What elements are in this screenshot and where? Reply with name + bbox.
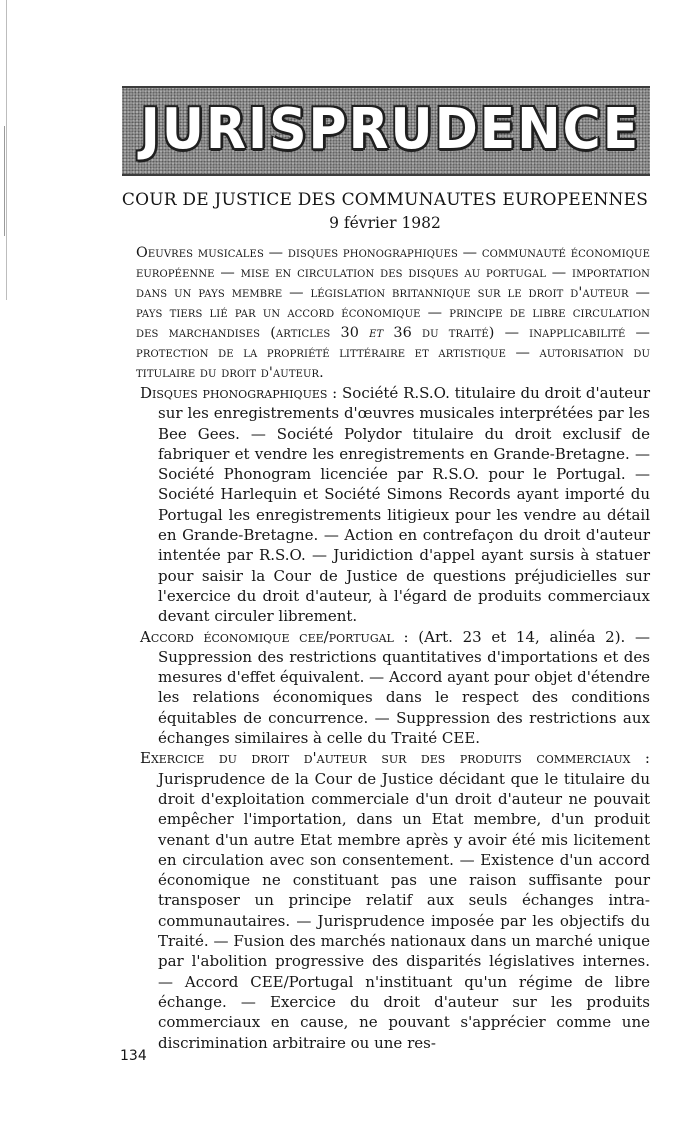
entry-heading: Accord économique cee/portugal: [140, 627, 394, 646]
entry-heading: Disques phonographiques: [140, 384, 328, 402]
judgment-date: 9 février 1982: [329, 214, 441, 232]
entry-heading: Exercice du droit d'auteur sur des produits commerciaux: [140, 749, 631, 768]
summary-text-part1: Oeuvres musicales — disques phonographiques — communauté économique européenne — mise en circulation des disques au portugal — importation dans un pays membre — législation britannique sur le droit d'auteur — pays tiers lié par un accord économique — principe de libre circulation des marchandises (articles 30: [136, 245, 650, 341]
entry-text: : Société R.S.O. titulaire du droit d'auteur sur les enregistrements d'œuvres musicales interprétées par les Bee Gees. — Société Polydor titulaire du droit exclusif de fabriquer et vendre les enregistrements en Grande-Bretagne. — Société Phonogram licenciée par R.S.O. pour le Portugal. — Société Harlequin et Société Simons Records ayant importé du Portugal les enregistrements litigieux pour les vendre au détail en Grande-Bretagne. — Action en contrefaçon du droit d'auteur intentée par R.S.O. — Juridiction d'appel ayant sursis à statuer pour saisir la Cour de Justice de questions préjudicielles sur l'exercice du droit d'auteur, à l'égard de produits commerciaux devant circuler librement.: [158, 384, 650, 626]
summary-italic-et: et: [369, 325, 384, 341]
entry-exercice-droit-auteur: [136, 748, 650, 1052]
keyword-summary: [136, 243, 650, 383]
entry-disques-phonographiques: [136, 383, 650, 627]
section-banner: [122, 86, 650, 176]
entry-text: : (Art. 23 et 14, alinéa 2). — Suppression des restrictions quantitatives d'importations et des mesures d'effet équivalent. — Accord ayant pour objet d'étendre les relations économiques dans le respect des conditions équitables de concurrence. — Suppression des restrictions aux échanges similaires à celle du Traité CEE.: [158, 627, 650, 748]
page-edge-line: [6, 0, 7, 300]
document-body: [136, 243, 650, 1053]
page-edge-line-lower: [4, 126, 5, 236]
summary-text-part2: 36 du traité) — inapplicabilité — protection de la propriété littéraire et artistique — autorisation du titulaire du droit d'auteur.: [136, 325, 650, 381]
entry-accord-economique: [136, 627, 650, 749]
page-number: 134: [120, 1048, 147, 1064]
court-heading: COUR DE JUSTICE DES COMMUNAUTES EUROPEENNES: [121, 190, 649, 210]
entry-text: : Jurisprudence de la Cour de Justice décidant que le titulaire du droit d'exploitation commerciale d'un droit d'auteur ne pouvait empêcher l'importation, dans un Etat membre, d'un produit venant d'un autre Etat membre après y avoir été mis licitement en circulation avec son consentement. — Existence d'un accord économique ne constituant pas une raison suffisante pour transposer un principe relatif aux seuls échanges intra-communautaires. — Jurisprudence imposée par les objectifs du Traité. — Fusion des marchés nationaux dans un marché unique par l'abolition progressive des disparités législatives internes. — Accord CEE/Portugal n'instituant qu'un régime de libre échange. — Exercice du droit d'auteur sur les produits commerciaux en cause, ne pouvant s'apprécier comme une discrimination arbitraire ou une res-: [158, 749, 650, 1052]
banner-title: JURISPRUDENCE: [140, 97, 641, 162]
